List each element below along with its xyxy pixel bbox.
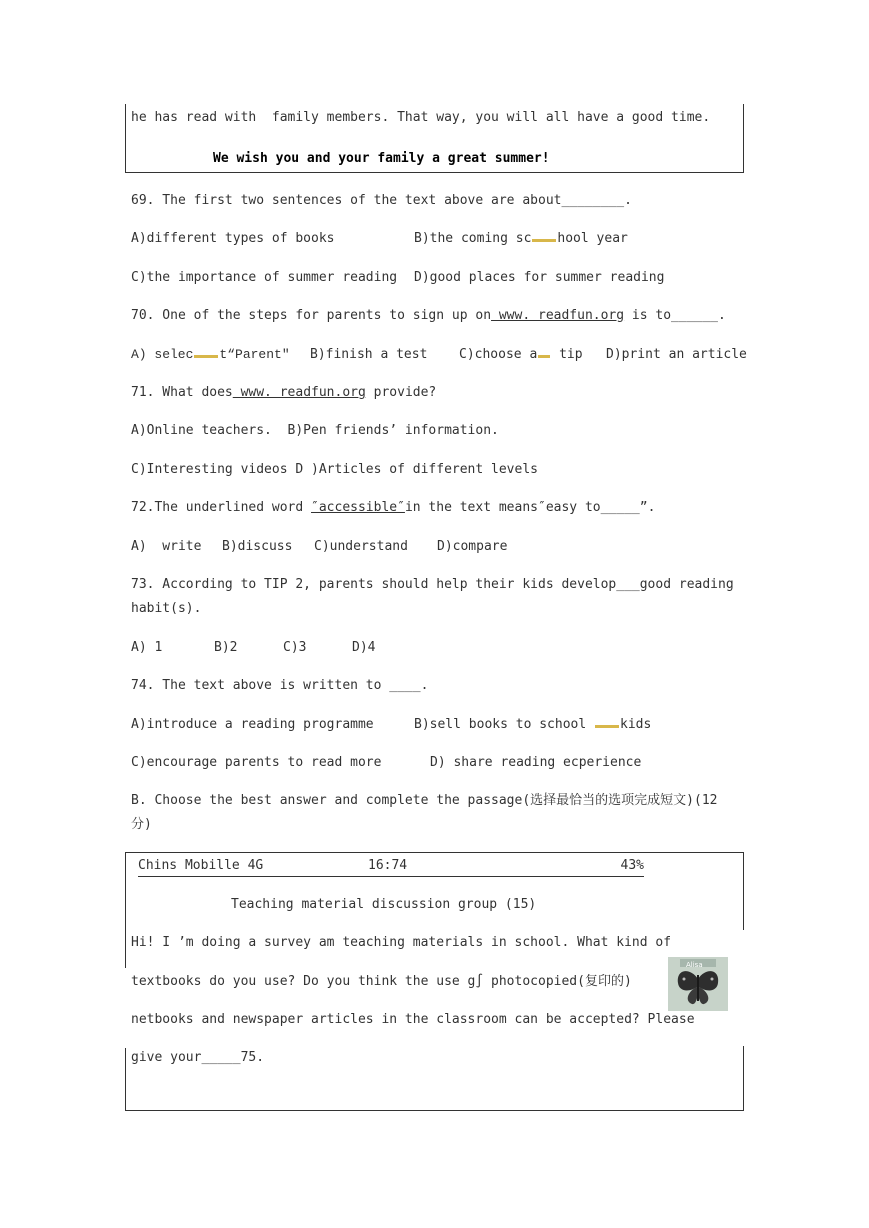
closing-line: We wish you and your family a great summer! [213,151,550,166]
avatar [668,957,728,1011]
q70-option-c: C)choose a tip [459,347,583,362]
q69-option-b: B)the coming sc hool year [414,231,628,246]
highlight-mark [538,355,550,358]
q74-option-b: B)sell books to school kids [414,717,652,732]
carrier-label: Chins Mobille 4G [138,858,264,873]
q70-stem: 70. One of the steps for parents to sign up on www. readfun.org is to______. [131,308,726,323]
q71-stem: 71. What does www. readfun.org provide? [131,385,437,400]
q73-option-c: C)3 [283,640,307,655]
section-b-instructions-cont: 分) [131,817,152,832]
q73-stem-cont: habit(s). [131,601,202,616]
underlined-word: ″accessible″ [311,500,405,515]
q73-stem: 73. According to TIP 2, parents should help their kids develop___good reading [131,577,734,592]
q73-option-a: A) 1 [131,640,163,655]
q72-option-c: C)understand [314,539,408,554]
section-b-instructions: B. Choose the best answer and complete the passage(选择最恰当的选项完成短文)(12 [131,793,718,808]
q69-option-a: A)different types of books [131,231,335,246]
q73-option-d: D)4 [352,640,376,655]
passage-last-line: he has read with family members. That way, you will all have a good time. [131,110,711,125]
phone-status-bar [138,858,644,877]
highlight-mark [595,725,619,728]
q70-option-a: A) selec t“Parent″ [131,347,290,362]
avatar-name: Alisa [686,961,703,969]
q74-stem: 74. The text above is written to ____. [131,678,429,693]
q72-stem: 72.The underlined word ″accessible″in the text means″easy to_____”. [131,500,656,515]
q72-option-a: A) write [131,539,202,554]
q70-option-b: B)finish a test [310,347,428,362]
q74-option-c: C)encourage parents to read more [131,755,382,770]
border-gap [738,930,746,1046]
q71-options-ab: A)Online teachers. B)Pen friends’ information. [131,423,499,438]
q74-option-d: D) share reading ecperience [430,755,642,770]
website-link: www. readfun.org [232,385,366,400]
q72-option-b: B)discuss [222,539,293,554]
q70-option-d: D)print an article [606,347,747,362]
chat-message-line: netbooks and newspaper articles in the classroom can be accepted? Please [131,1012,695,1027]
chat-message-line: textbooks do you use? Do you think the use g∫ photocopied(复印的) [131,974,632,989]
q69-stem: 69. The first two sentences of the text above are about________. [131,193,632,208]
highlight-mark [194,355,218,358]
highlight-mark [532,239,556,242]
q74-option-a: A)introduce a reading programme [131,717,374,732]
website-link: www. readfun.org [491,308,625,323]
border-gap [120,968,130,1048]
q69-option-c: C)the importance of summer reading [131,270,398,285]
q69-option-d: D)good places for summer reading [414,270,665,285]
q72-option-d: D)compare [437,539,508,554]
clock-label: 16:74 [368,858,408,873]
chat-message-line: Hi! I ’m doing a survey am teaching materials in school. What kind of [131,935,672,950]
q71-options-cd: C)Interesting videos D )Articles of different levels [131,462,538,477]
q73-option-b: B)2 [214,640,238,655]
chat-group-title: Teaching material discussion group (15) [231,897,537,912]
battery-label: 43% [620,858,644,873]
chat-message-line: give your_____75. [131,1050,265,1065]
